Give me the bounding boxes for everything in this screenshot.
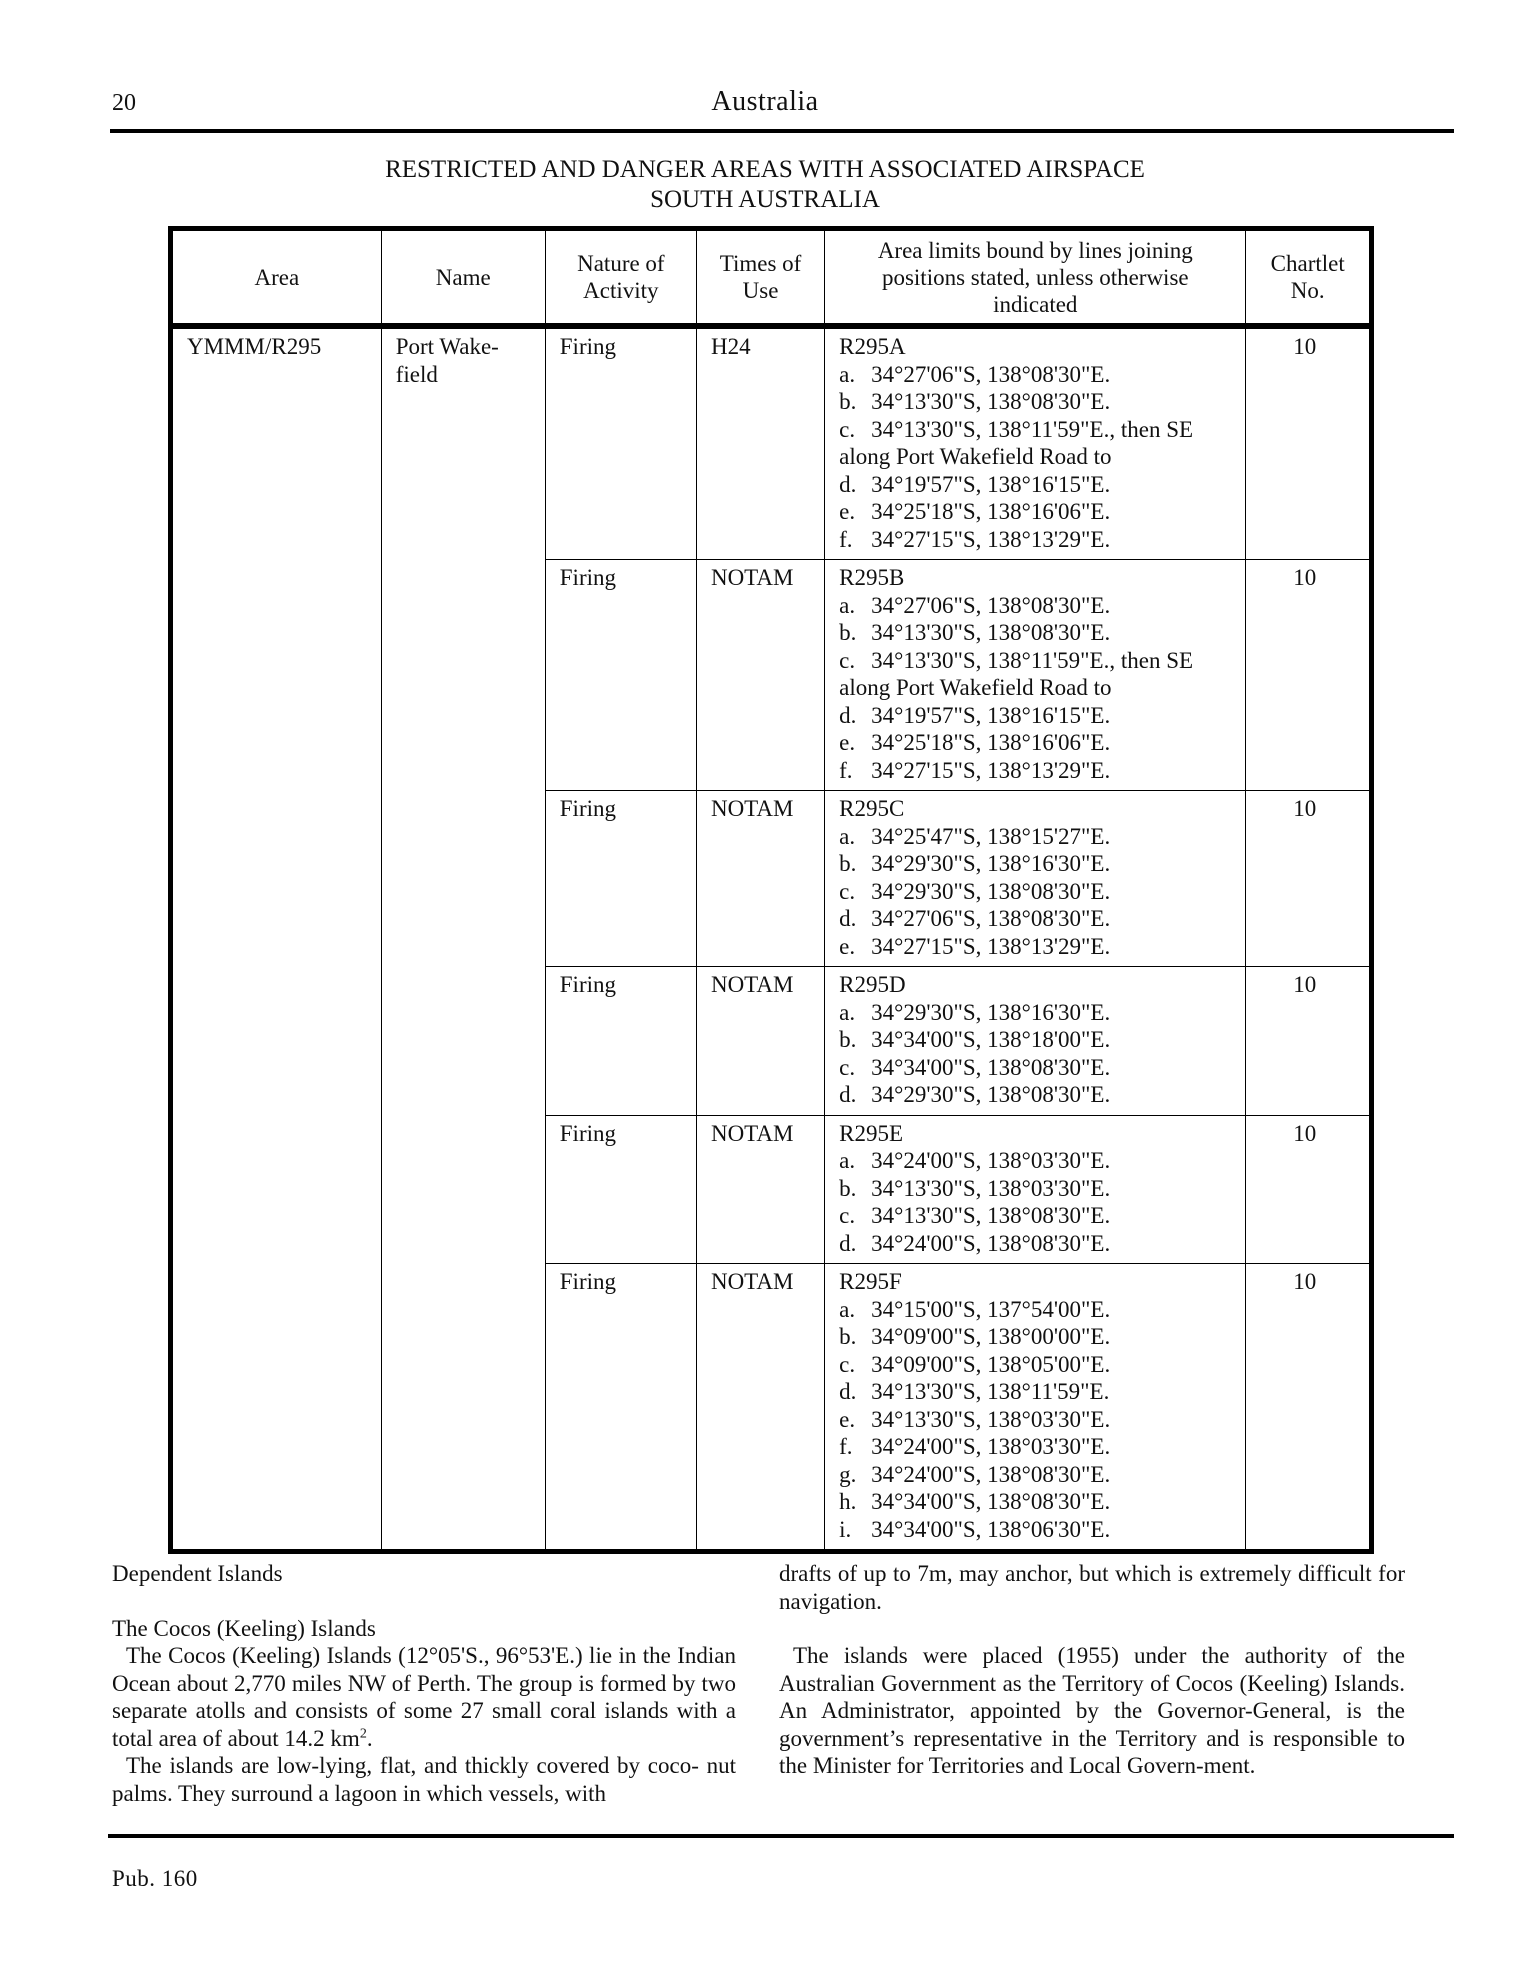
coordinate-point: f. 34°27'15"S, 138°13'29"E. <box>839 757 1111 783</box>
coordinate-point: i. 34°34'00"S, 138°06'30"E. <box>839 1516 1111 1542</box>
activity-cell: Firing <box>545 791 696 967</box>
chartlet-cell: 10 <box>1246 967 1372 1116</box>
paragraph-administration: The islands were placed (1955) under the authority of the Australian Government as the Territory of Cocos (Keeling) Islands. An Administrator, appointed by the Governor-General, is the government’s representative in the Territory and is responsible to the Minister for Territories and Local Govern-ment. <box>779 1643 1405 1778</box>
limits-cell <box>825 1115 1246 1264</box>
activity-cell: Firing <box>545 1264 696 1552</box>
table-header-row <box>171 229 1372 327</box>
coordinate-point: a. 34°25'47"S, 138°15'27"E. <box>839 823 1111 849</box>
col-header-name: Name <box>381 229 545 327</box>
publication-footer: Pub. 160 <box>112 1866 198 1891</box>
times-cell: NOTAM <box>696 560 824 791</box>
limits-cell <box>825 791 1246 967</box>
left-text-column <box>112 1560 736 1807</box>
activity-cell: Firing <box>545 326 696 560</box>
subsection-heading: The Cocos (Keeling) Islands <box>112 1615 376 1641</box>
coordinate-point: e. 34°25'18"S, 138°16'06"E. <box>839 730 1111 755</box>
paragraph-description-part1: The islands are low-lying, flat, and thickly covered by coco- nut palms. They surround a lagoon in which vessels, with <box>112 1753 736 1806</box>
coordinate-point: a. 34°27'06"S, 138°08'30"E. <box>839 592 1111 618</box>
sub-area-id: R295A <box>839 334 906 359</box>
coordinate-point: e. 34°25'18"S, 138°16'06"E. <box>839 499 1111 524</box>
table-title <box>0 155 1530 215</box>
coordinate-point: f. 34°27'15"S, 138°13'29"E. <box>839 526 1111 552</box>
col-header-area: Area <box>171 229 382 327</box>
coordinate-point: b. 34°13'30"S, 138°03'30"E. <box>839 1175 1111 1201</box>
coordinate-point: c. 34°13'30"S, 138°08'30"E. <box>839 1203 1111 1228</box>
times-cell: H24 <box>696 326 824 560</box>
limits-cell <box>825 967 1246 1116</box>
activity-cell: Firing <box>545 1115 696 1264</box>
coordinate-point: e. 34°27'15"S, 138°13'29"E. <box>839 933 1111 959</box>
chartlet-cell: 10 <box>1246 1115 1372 1264</box>
area-cell: YMMM/R295 <box>171 326 382 1552</box>
coordinate-point: h. 34°34'00"S, 138°08'30"E. <box>839 1489 1111 1514</box>
times-cell: NOTAM <box>696 967 824 1116</box>
coordinate-point: b. 34°13'30"S, 138°08'30"E. <box>839 389 1111 414</box>
times-cell: NOTAM <box>696 1264 824 1552</box>
section-heading: Dependent Islands <box>112 1561 283 1586</box>
coordinate-point: b. 34°34'00"S, 138°18'00"E. <box>839 1027 1111 1052</box>
sub-area-id: R295D <box>839 972 906 997</box>
coordinate-point: b. 34°29'30"S, 138°16'30"E. <box>839 851 1111 876</box>
coordinate-point: g. 34°24'00"S, 138°08'30"E. <box>839 1461 1111 1487</box>
col-header-times: Times of Use <box>696 229 824 327</box>
coordinate-point: a. 34°15'00"S, 137°54'00"E. <box>839 1296 1111 1322</box>
limits-cell <box>825 560 1246 791</box>
running-head: Australia <box>711 86 819 117</box>
sub-area-id: R295F <box>839 1269 902 1294</box>
limits-cell <box>825 326 1246 560</box>
sub-area-id: R295E <box>839 1120 904 1146</box>
coordinate-point: d. 34°13'30"S, 138°11'59"E. <box>839 1379 1110 1404</box>
chartlet-cell: 10 <box>1246 560 1372 791</box>
col-header-chartlet: Chartlet No. <box>1246 229 1372 327</box>
times-cell: NOTAM <box>696 791 824 967</box>
activity-cell: Firing <box>545 560 696 791</box>
coordinate-point: c. 34°34'00"S, 138°08'30"E. <box>839 1054 1111 1080</box>
activity-cell: Firing <box>545 967 696 1116</box>
coordinate-point: c. 34°29'30"S, 138°08'30"E. <box>839 878 1111 904</box>
right-text-column <box>779 1560 1405 1780</box>
chartlet-cell: 10 <box>1246 1264 1372 1552</box>
coordinate-point: along Port Wakefield Road to <box>839 675 1112 700</box>
coordinate-point: c. 34°13'30"S, 138°11'59"E., then SE <box>839 647 1194 673</box>
coordinate-point: c. 34°09'00"S, 138°05'00"E. <box>839 1351 1111 1377</box>
chartlet-cell: 10 <box>1246 791 1372 967</box>
table-title-line1: RESTRICTED AND DANGER AREAS WITH ASSOCIATED AIRSPACE <box>385 156 1145 183</box>
coordinate-point: c. 34°13'30"S, 138°11'59"E., then SE <box>839 416 1194 442</box>
footer-rule <box>108 1834 1454 1838</box>
times-cell: NOTAM <box>696 1115 824 1264</box>
coordinate-point: a. 34°29'30"S, 138°16'30"E. <box>839 999 1111 1025</box>
coordinate-point: d. 34°19'57"S, 138°16'15"E. <box>839 702 1111 728</box>
page-number: 20 <box>112 90 136 116</box>
sub-area-id: R295C <box>839 796 905 821</box>
coordinate-point: d. 34°19'57"S, 138°16'15"E. <box>839 471 1111 497</box>
coordinate-point: d. 34°27'06"S, 138°08'30"E. <box>839 906 1111 931</box>
name-cell: Port Wake- field <box>381 326 545 1552</box>
coordinate-point: a. 34°24'00"S, 138°03'30"E. <box>839 1148 1111 1173</box>
coordinate-point: d. 34°29'30"S, 138°08'30"E. <box>839 1082 1111 1107</box>
coordinate-point: d. 34°24'00"S, 138°08'30"E. <box>839 1230 1111 1256</box>
table-title-line2: SOUTH AUSTRALIA <box>650 186 880 213</box>
coordinate-point: along Port Wakefield Road to <box>839 444 1112 469</box>
coordinate-point: f. 34°24'00"S, 138°03'30"E. <box>839 1434 1111 1459</box>
coordinate-point: b. 34°13'30"S, 138°08'30"E. <box>839 620 1111 645</box>
sub-area-id: R295B <box>839 565 905 590</box>
limits-cell <box>825 1264 1246 1552</box>
coordinate-point: b. 34°09'00"S, 138°00'00"E. <box>839 1324 1111 1349</box>
col-header-limits: Area limits bound by lines joining positions stated, unless otherwise indicated <box>825 229 1246 327</box>
coordinate-point: e. 34°13'30"S, 138°03'30"E. <box>839 1406 1111 1432</box>
table-row <box>171 326 1372 560</box>
col-header-activity: Nature of Activity <box>545 229 696 327</box>
paragraph-description-part2: drafts of up to 7m, may anchor, but which is extremely difficult for navigation. <box>779 1561 1405 1614</box>
chartlet-cell: 10 <box>1246 326 1372 560</box>
header-rule <box>110 129 1454 133</box>
restricted-areas-table <box>168 226 1374 1554</box>
coordinate-point: a. 34°27'06"S, 138°08'30"E. <box>839 361 1111 387</box>
paragraph-location: The Cocos (Keeling) Islands (12°05'S., 96°53'E.) lie in the Indian Ocean about 2,770 miles NW of Perth. The group is formed by two separate atolls and consists of some 27 small coral islands with a total area of about 14.2 $km^2$. <box>112 1643 736 1751</box>
